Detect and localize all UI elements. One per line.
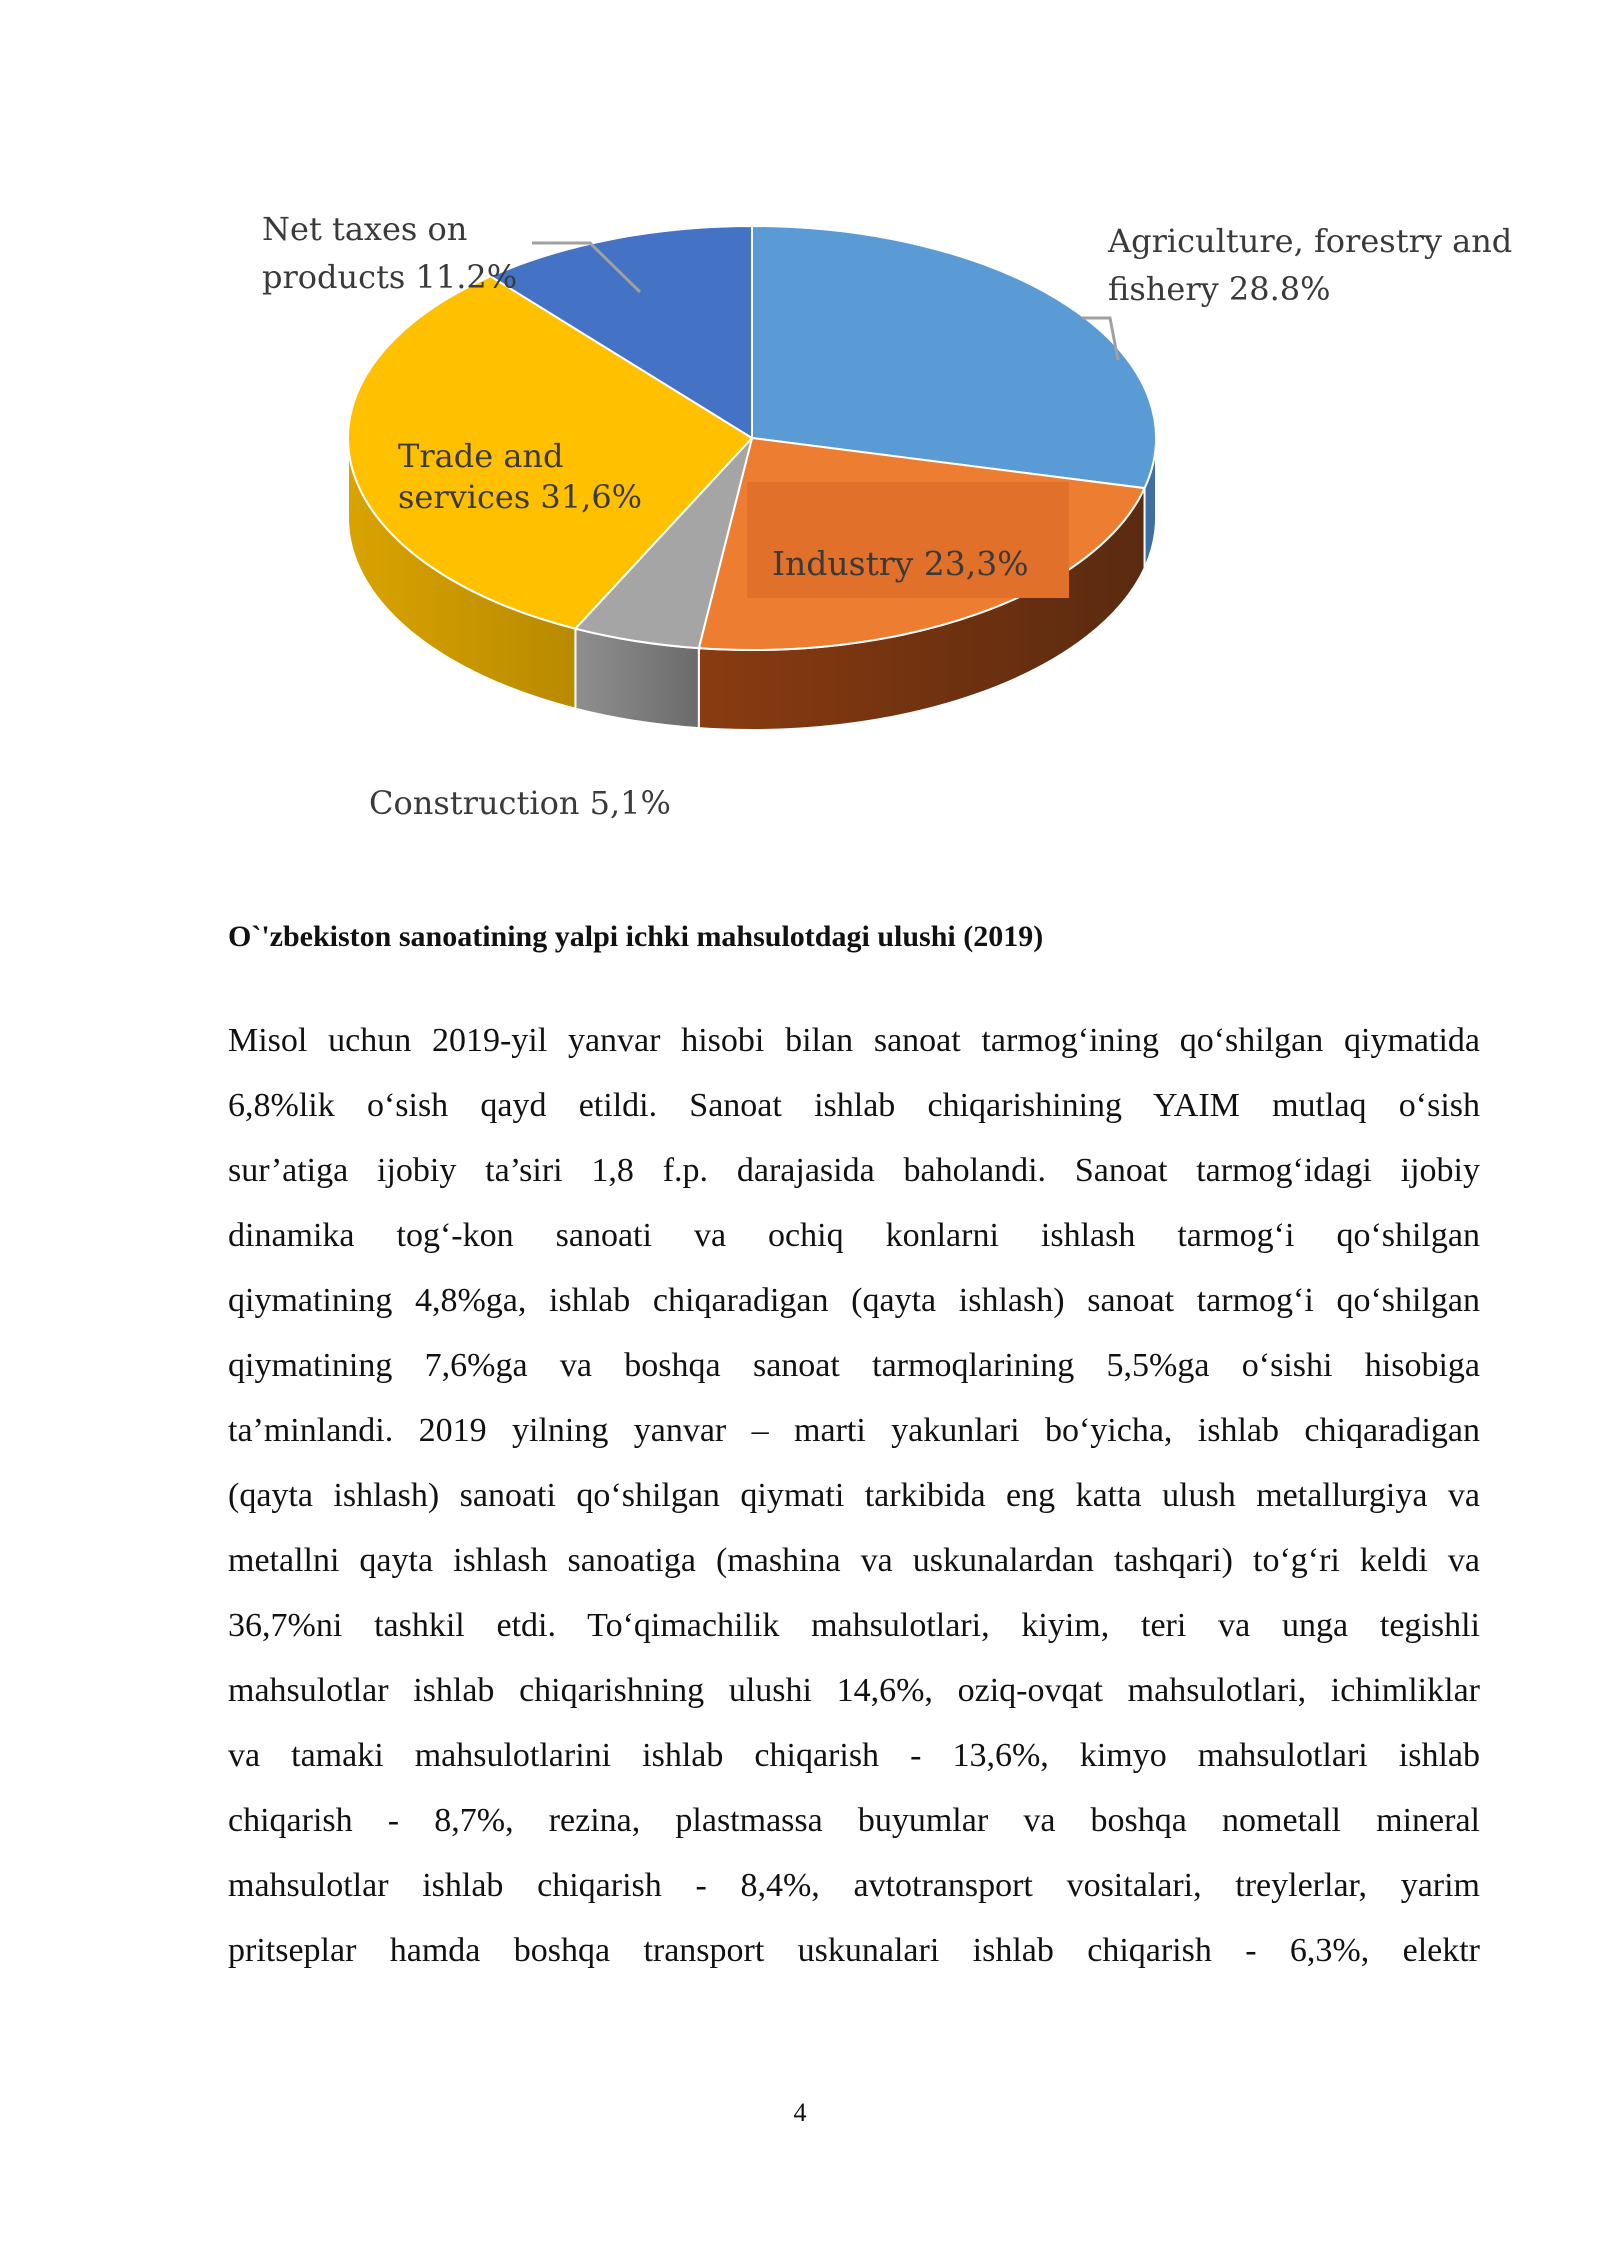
body-line: metallni qayta ishlash sanoatiga (mashina va uskunalardan tashqari) to‘g‘ri keldi va bbox=[228, 1542, 1480, 1579]
body-line: 6,8%lik o‘sish qayd etildi. Sanoat ishlab chiqarishining YAIM mutlaq o‘sish bbox=[228, 1087, 1480, 1124]
body-line: Misol uchun 2019-yil yanvar hisobi bilan sanoat tarmog‘ining qo‘shilgan qiymatida bbox=[228, 1022, 1480, 1059]
taxes-label-line1: Net taxes on bbox=[262, 210, 468, 248]
body-line: sur’atiga ijobiy ta’siri 1,8 f.p. darajasida baholandi. Sanoat tarmog‘idagi ijobiy bbox=[228, 1152, 1480, 1189]
agriculture-label-line1: Agriculture, forestry and bbox=[1108, 222, 1513, 260]
trade-label-line2: services 31,6% bbox=[398, 478, 643, 516]
body-line: ta’minlandi. 2019 yilning yanvar – marti yakunlari bo‘yicha, ishlab chiqaradigan bbox=[228, 1412, 1480, 1449]
body-line: pritseplar hamda boshqa transport uskunalari ishlab chiqarish - 6,3%, elektr bbox=[228, 1932, 1480, 1969]
body-line: 36,7%ni tashkil etdi. To‘qimachilik mahsulotlari, kiyim, teri va unga tegishli bbox=[228, 1607, 1480, 1644]
agriculture-label-line2: fishery 28.8% bbox=[1108, 270, 1331, 308]
body-line: qiymatining 7,6%ga va boshqa sanoat tarmoqlarining 5,5%ga o‘sishi hisobiga bbox=[228, 1347, 1480, 1384]
figure-caption: O`'zbekiston sanoatining yalpi ichki mahsulotdagi ulushi (2019) bbox=[228, 920, 1044, 953]
body-line: va tamaki mahsulotlarini ishlab chiqarish - 13,6%, kimyo mahsulotlari ishlab bbox=[228, 1737, 1480, 1774]
pie-chart bbox=[0, 0, 1600, 900]
industry-label: Industry 23,3% bbox=[772, 544, 1029, 583]
trade-label-line1: Trade and bbox=[398, 437, 564, 475]
body-line: chiqarish - 8,7%, rezina, plastmassa buyumlar va boshqa nometall mineral bbox=[228, 1802, 1480, 1839]
page-number: 4 bbox=[793, 2098, 807, 2127]
body-line: mahsulotlar ishlab chiqarish - 8,4%, avtotransport vositalari, treylerlar, yarim bbox=[228, 1867, 1480, 1904]
body-line: (qayta ishlash) sanoati qo‘shilgan qiymati tarkibida eng katta ulush metallurgiya va bbox=[228, 1477, 1480, 1514]
body-line: qiymatining 4,8%ga, ishlab chiqaradigan (qayta ishlash) sanoat tarmog‘i qo‘shilgan bbox=[228, 1282, 1480, 1319]
body-paragraph bbox=[228, 1008, 1480, 1983]
construction-label: Construction 5,1% bbox=[369, 784, 671, 822]
body-line: dinamika tog‘-kon sanoati va ochiq konlarni ishlash tarmog‘i qo‘shilgan bbox=[228, 1217, 1480, 1254]
taxes-label-line2: products 11.2% bbox=[262, 258, 518, 296]
body-line: mahsulotlar ishlab chiqarishning ulushi 14,6%, oziq-ovqat mahsulotlari, ichimliklar bbox=[228, 1672, 1480, 1709]
